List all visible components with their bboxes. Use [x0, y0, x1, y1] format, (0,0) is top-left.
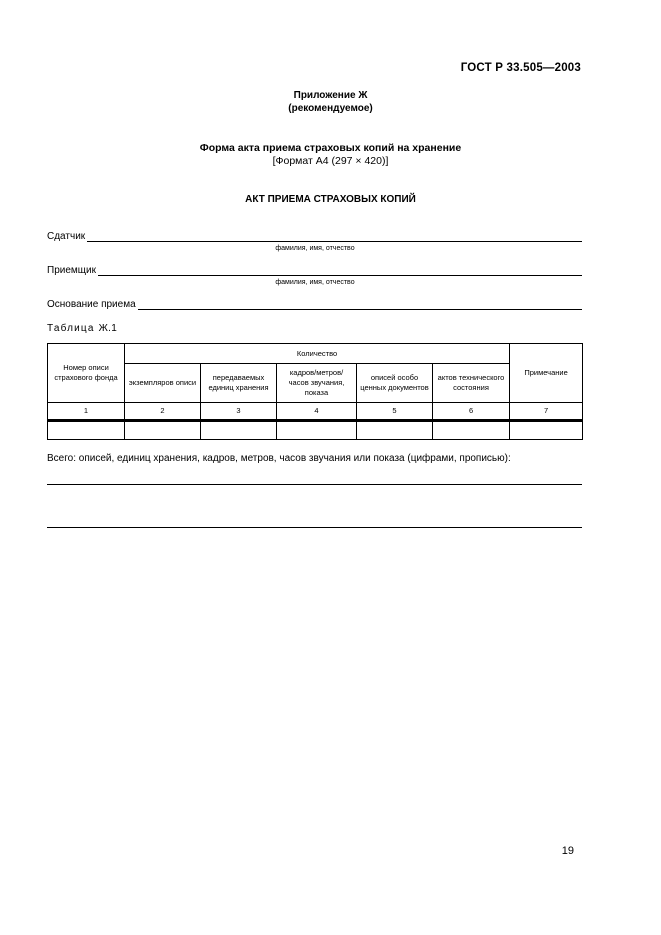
table-cell: [201, 421, 277, 440]
receiver-field: [47, 262, 582, 276]
total-line-1: [47, 484, 582, 485]
col-acts-header: актов технического состояния: [433, 364, 510, 403]
table-cell: [48, 421, 125, 440]
table-cell: [510, 421, 583, 440]
column-number: 7: [510, 403, 583, 421]
col-frames-header: кадров/метров/ часов звучания, показа: [277, 364, 357, 403]
col-valuable-header: описей особо ценных документов: [357, 364, 433, 403]
appendix-subtitle: (рекомендуемое): [288, 103, 373, 114]
column-number: 1: [48, 403, 125, 421]
total-text: Всего: описей, единиц хранения, кадров, метров, часов звучания или показа (цифрами, прописью):: [47, 453, 511, 464]
column-number: 6: [433, 403, 510, 421]
receiver-label: Приемщик: [47, 265, 96, 276]
col-units-header: передаваемых единиц хранения: [201, 364, 277, 403]
table-cell: [277, 421, 357, 440]
column-number: 3: [201, 403, 277, 421]
acceptance-table: [47, 343, 583, 440]
sender-field: [47, 228, 582, 242]
basis-field: [47, 296, 582, 310]
table-caption: [47, 323, 117, 334]
column-number: 4: [277, 403, 357, 421]
table-caption-word: Таблица: [47, 323, 95, 334]
receiver-line: [98, 263, 582, 276]
receiver-hint: фамилия, имя, отчество: [275, 279, 355, 286]
total-line-2: [47, 527, 582, 528]
sender-label: Сдатчик: [47, 231, 86, 242]
table-cell: [357, 421, 433, 440]
appendix-title: Приложение Ж: [293, 90, 368, 101]
page-number: 19: [561, 845, 574, 857]
column-number: 5: [357, 403, 433, 421]
basis-line: [138, 297, 582, 310]
table-cell: [433, 421, 510, 440]
document-code: ГОСТ Р 33.505—2003: [460, 62, 581, 74]
col-inventory-header: Номер описи страхового фонда: [48, 344, 125, 403]
basis-label: Основание приема: [47, 299, 136, 310]
col-copies-header: экземпляров описи: [125, 364, 201, 403]
table-cell: [125, 421, 201, 440]
form-title: Форма акта приема страховых копий на хранение: [199, 142, 462, 154]
col-note-header: Примечание: [510, 344, 583, 403]
sender-hint: фамилия, имя, отчество: [275, 245, 355, 252]
form-format: [Формат А4 (297 × 420)]: [272, 155, 389, 167]
quantity-group-header: Количество: [125, 344, 510, 364]
sender-line: [87, 229, 582, 242]
column-number: 2: [125, 403, 201, 421]
act-title: АКТ ПРИЕМА СТРАХОВЫХ КОПИЙ: [245, 194, 416, 205]
table-caption-number: Ж.1: [98, 323, 118, 334]
